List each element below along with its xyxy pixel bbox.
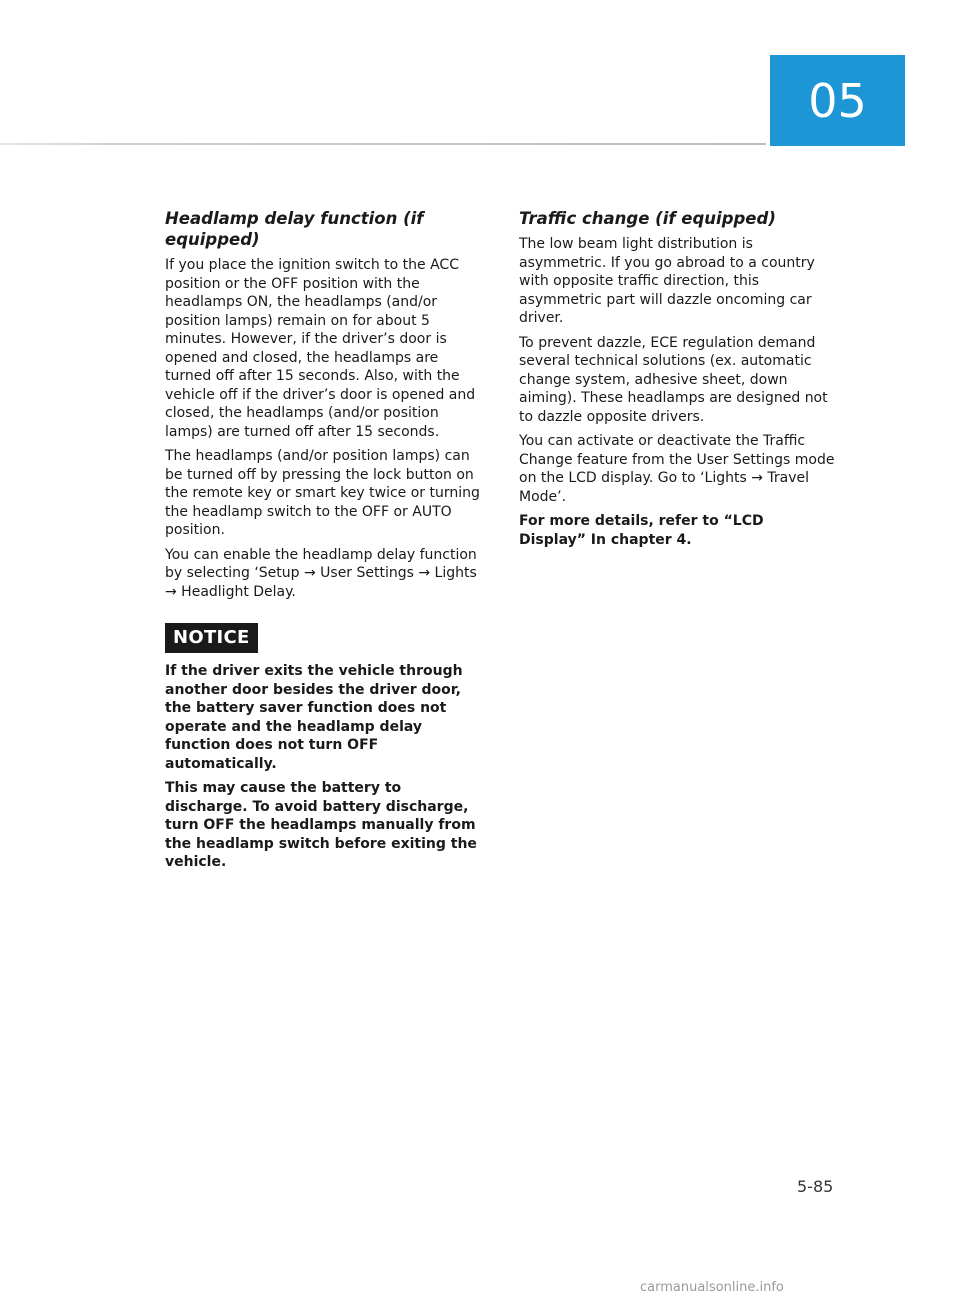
paragraph: You can activate or deactivate the Traffic Change feature from the User Settings mode on the LCD display. Go to ‘Lights → Travel Mode’.: [519, 433, 835, 505]
paragraph: The headlamps (and/or position lamps) can be turned off by pressing the lock button on the remote key or smart key twice or turning the headlamp switch to the OFF or AUTO position.: [165, 448, 480, 538]
chapter-number: 05: [808, 73, 867, 128]
page-number: 5-85: [797, 1177, 834, 1196]
header-rule: [0, 143, 766, 145]
left-column: [165, 208, 483, 878]
paragraph: You can enable the headlamp delay function by selecting ‘Setup → User Settings → Lights → Headlight Delay.: [165, 546, 477, 600]
chapter-tab: [770, 55, 905, 146]
notice-paragraph: If the driver exits the vehicle through another door besides the driver door, the battery saver function does not operate and the headlamp delay function does not turn OFF automatically.: [165, 663, 463, 772]
paragraph: To prevent dazzle, ECE regulation demand several technical solutions (ex. automatic change system, adhesive sheet, down aiming). These headlamps are designed not to dazzle opposite drivers.: [519, 334, 828, 425]
section-heading-headlamp-delay: Headlamp delay function (if equipped): [165, 209, 424, 249]
notice-label: NOTICE: [165, 623, 258, 653]
notice-paragraph: This may cause the battery to discharge. To avoid battery discharge, turn OFF the headlamps manually from the headlamp switch before exiting the vehicle.: [165, 780, 477, 870]
right-column: [519, 208, 835, 555]
reference-paragraph: For more details, refer to “LCD Display” In chapter 4.: [519, 513, 764, 548]
section-heading-traffic-change: Traffic change (if equipped): [519, 209, 776, 228]
paragraph: The low beam light distribution is asymmetric. If you go abroad to a country with opposite traffic direction, this asymmetric part will dazzle oncoming car driver.: [519, 236, 815, 326]
watermark-link[interactable]: carmanualsonline.info: [640, 1280, 784, 1295]
paragraph: If you place the ignition switch to the ACC position or the OFF position with the headlamps ON, the headlamps (and/or position lamps) remain on for about 5 minutes. However, if the driver’s door is opened and closed, the headlamps are turned off after 15 seconds. Also, with the vehicle off if the driver’s door is opened and closed, the headlamps (and/or position lamps) are turned off after 15 seconds.: [165, 257, 476, 440]
notice-header: [165, 623, 483, 653]
